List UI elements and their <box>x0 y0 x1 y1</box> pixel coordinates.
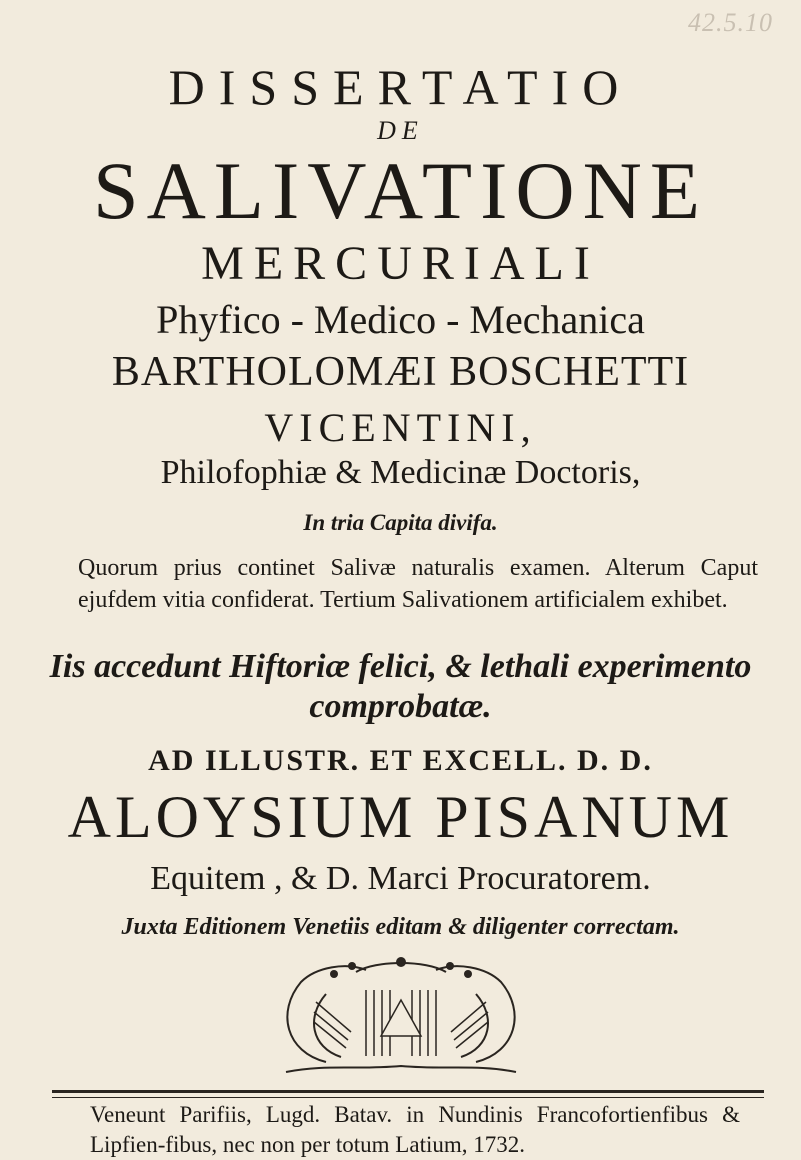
contents-summary: Quorum prius continet Salivæ naturalis examen. Alterum Caput ejufdem vitia confiderat. Tertium Salivationem artificialem exhibet. <box>78 555 758 613</box>
dedication-title: Equitem , & D. Marci Procuratorem. <box>150 860 651 897</box>
edition-note: Juxta Editionem Venetiis editam & diligenter correctam. <box>121 914 680 940</box>
title-line-de: DE <box>377 116 424 145</box>
author-name: BARTHOLOMÆI BOSCHETTI <box>111 349 690 395</box>
title-line-salivatione: SALIVATIONE <box>93 145 708 236</box>
contents-addition-line1: Iis accedunt Hiftoriæ felici, & lethali experimento <box>49 648 752 685</box>
title-line-dissertatio: DISSERTATIO <box>168 59 633 115</box>
contents-intro: In tria Capita divifa. <box>303 510 498 535</box>
shelfmark: 42.5.10 <box>688 8 773 37</box>
author-degree: Philofophiæ & Medicinæ Doctoris, <box>160 454 641 491</box>
contents-addition-line2: comprobatæ. <box>309 688 492 725</box>
dedication-line1: AD ILLUSTR. ET EXCELL. D. D. <box>148 744 653 777</box>
author-origin: VICENTINI, <box>264 405 537 450</box>
printer-device-icon <box>256 952 546 1078</box>
imprint-divider <box>52 1090 764 1098</box>
title-line-mercuriali: MERCURIALI <box>201 237 600 290</box>
dedication-name: ALOYSIUM PISANUM <box>67 784 734 850</box>
imprint: Veneunt Parifiis, Lugd. Batav. in Nundinis Francofortienfibus & Lipfien-fibus, nec non per totum Latium, 1732. <box>90 1102 740 1157</box>
title-line-subtitle: Phyfico - Medico - Mechanica <box>156 297 645 342</box>
